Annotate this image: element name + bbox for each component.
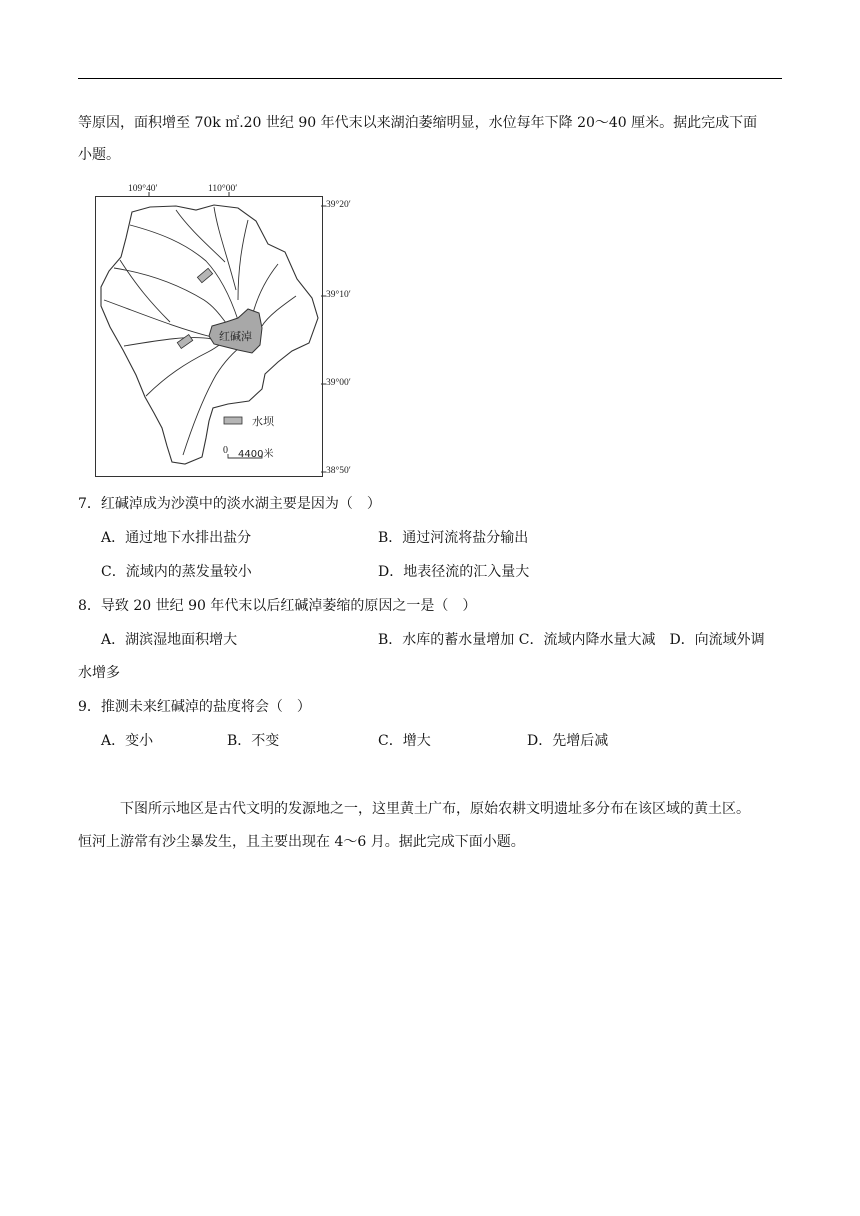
legend-dam-label: 水坝: [252, 415, 274, 428]
next-intro-line-2: 恒河上游常有沙尘暴发生，且主要出现在 4～6 月。据此完成下面小题。: [78, 834, 525, 850]
q7-option-a: A．通过地下水排出盐分: [101, 530, 252, 546]
q8-options-bcd: B．水库的蓄水量增加 C．流域内降水量大减 D．向流域外调: [378, 632, 765, 648]
map-drawing: [0, 0, 860, 480]
q8-stem: 8．导致 20 世纪 90 年代末以后红碱淖萎缩的原因之一是（ ）: [78, 598, 477, 614]
lake-basin-map: [0, 0, 860, 480]
scale-zero: 0: [223, 445, 228, 456]
q7-stem: 7．红碱淖成为沙漠中的淡水湖主要是因为（ ）: [78, 496, 381, 512]
intro-line-2: 小题。: [78, 147, 120, 163]
dam-north: [197, 268, 212, 282]
intro-line-1: 等原因，面积增至 70k ㎡.20 世纪 90 年代末以来湖泊萎缩明显，水位每年下降 20～40 厘米。据此完成下面: [78, 115, 758, 131]
q9-option-d: D．先增后减: [527, 733, 609, 749]
q9-option-c: C．增大: [378, 733, 431, 749]
legend-dam-icon: [224, 417, 242, 424]
scale-label: 4400米: [238, 449, 274, 460]
next-intro-line-1: 下图所示地区是古代文明的发源地之一，这里黄土广布，原始农耕文明遗址多分布在该区域的黄土区。: [120, 801, 750, 817]
lon-label-right: 110°00′: [208, 184, 238, 194]
lake-label: 红碱淖: [219, 330, 252, 343]
q9-stem: 9．推测未来红碱淖的盐度将会（ ）: [78, 699, 311, 715]
q7-option-d: D．地表径流的汇入量大: [378, 564, 530, 580]
q7-option-b: B．通过河流将盐分输出: [378, 530, 529, 546]
lon-label-left: 109°40′: [128, 184, 158, 194]
q8-option-a: A．湖滨湿地面积增大: [101, 632, 238, 648]
lat-label-1: 39°20′: [326, 200, 351, 210]
lat-label-4: 38°50′: [326, 466, 351, 476]
dam-southwest: [177, 335, 192, 349]
lat-label-3: 39°00′: [326, 378, 351, 388]
lat-label-2: 39°10′: [326, 290, 351, 300]
q8-option-d-continued: 水增多: [78, 665, 120, 681]
q9-option-b: B．不变: [227, 733, 280, 749]
q9-option-a: A．变小: [101, 733, 154, 749]
q7-option-c: C．流域内的蒸发量较小: [101, 564, 252, 580]
